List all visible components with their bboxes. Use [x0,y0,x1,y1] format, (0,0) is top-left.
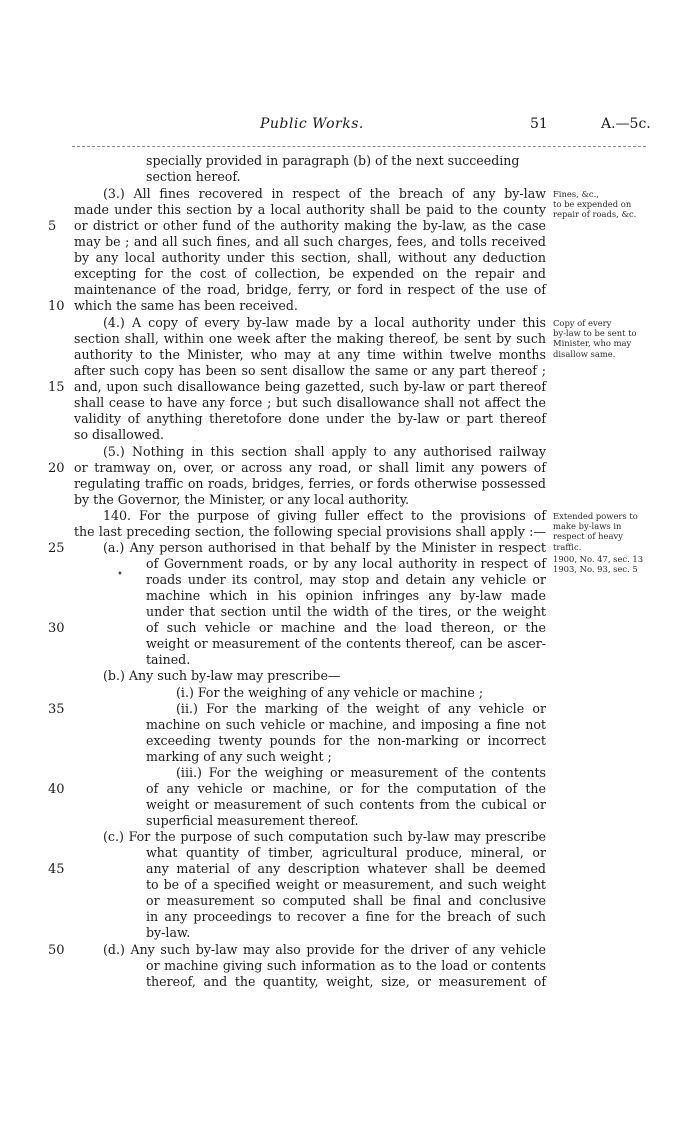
line-number: 40 [48,782,65,797]
text-line: by the Governor, the Minister, or any local authority. [74,492,410,507]
text-line: excepting for the cost of collection, be expended on the repair and [74,266,546,281]
text-line: 140. For the purpose of giving fuller effect to the provisions of [103,508,546,523]
text-line: by any local authority under this section, shall, without any deduction [74,250,546,265]
margin-note-line: repair of roads, &c. [553,209,637,220]
text-line: or machine giving such information as to the load or contents [146,958,546,973]
text-line: weight or measurement of such contents from the cubical or [146,797,546,812]
document-reference: A.—5c. [601,116,651,132]
text-line: (i.) For the weighing of any vehicle or machine ; [176,685,484,700]
text-line: regulating traffic on roads, bridges, ferries, or fords otherwise possessed [74,476,546,491]
text-line: to be of a specified weight or measurement, and such weight [146,877,546,892]
text-line: what quantity of timber, agricultural produce, mineral, or [146,845,546,860]
margin-note-line: Extended powers to [553,511,638,521]
margin-note-line: Copy of every [553,318,612,328]
margin-note-line: to be expended on [553,199,632,210]
page-number: 51 [530,116,548,132]
text-line: of any vehicle or machine, or for the computation of the [146,781,546,796]
text-line: roads under its control, may stop and detain any vehicle or [146,572,546,587]
text-line: any material of any description whatever shall be deemed [146,861,546,876]
text-line: (5.) Nothing in this section shall apply to any authorised railway [103,444,546,459]
text-line: (d.) Any such by-law may also provide for the driver of any vehicle [103,942,546,957]
text-line: may be ; and all such fines, and all such charges, fees, and tolls received [74,234,546,249]
line-number: 30 [48,621,65,636]
text-line: which the same has been received. [74,298,298,313]
text-line: by-law. [146,925,191,940]
margin-note [553,511,653,552]
text-line: exceeding twenty pounds for the non-marking or incorrect [146,733,546,748]
text-line: (a.) Any person authorised in that behalf by the Minister in respect [103,540,546,555]
text-line: after such copy has been so sent disallow the same or any part thereof ; [74,363,546,378]
text-line: machine which in his opinion infringes any by-law made [146,588,546,603]
text-line: (c.) For the purpose of such computation such by-law may prescribe [103,829,546,844]
text-line: authority to the Minister, who may at any time within twelve months [74,347,546,362]
text-line: machine on such vehicle or machine, and imposing a fine not [146,717,546,732]
margin-note-line: disallow same. [553,348,616,359]
text-line: or measurement so computed shall be final and conclusive [146,893,546,908]
line-number: 20 [48,461,65,476]
page-header [0,116,700,136]
text-line: validity of anything theretofore done under the by-law or part thereof [74,411,546,426]
text-line: under that section until the width of the tires, or the weight [146,604,546,619]
text-line: thereof, and the quantity, weight, size, or measurement of [146,974,546,989]
margin-note-line: Fines, &c., [553,189,599,199]
text-line: in any proceedings to recover a fine for the breach of such [146,909,546,924]
text-line: so disallowed. [74,427,165,442]
text-line: (4.) A copy of every by-law made by a local authority under this [103,315,546,330]
text-line: weight or measurement of the contents thereof, can be ascer- [146,636,546,651]
line-number: 25 [48,541,65,556]
text-line: section hereof. [146,169,241,184]
text-line: of Government roads, or by any local authority in respect of [146,556,546,571]
margin-note [553,318,653,359]
margin-note [553,189,653,220]
running-title: Public Works. [260,116,364,132]
margin-note-line: make by-laws in [553,521,622,532]
margin-note-line: traffic. [553,541,582,552]
line-number: 50 [48,943,65,958]
text-line: maintenance of the road, bridge, ferry, or ford in respect of the use of [74,282,546,297]
text-line: (3.) All fines recovered in respect of the breach of any by-law [103,186,546,201]
text-line: or district or other fund of the authority making the by-law, as the case [74,218,546,233]
margin-note-citation [553,554,653,574]
line-number: 15 [48,380,65,395]
text-line: (iii.) For the weighing or measurement of the contents [176,765,546,780]
line-number: 45 [48,862,65,877]
text-line: the last preceding section, the following special provisions shall apply :— [74,524,546,539]
text-line: and, upon such disallowance being gazetted, such by-law or part thereof [74,379,546,394]
text-line: (ii.) For the marking of the weight of any vehicle or [176,701,546,716]
text-line: specially provided in paragraph (b) of the next succeeding [146,153,520,168]
margin-note-line: Minister, who may [553,338,632,349]
text-line: or tramway on, over, or across any road, or shall limit any powers of [74,460,546,475]
text-line: of such vehicle or machine and the load thereon, or the [146,620,546,635]
text-line: marking of any such weight ; [146,749,332,764]
text-line: superficial measurement thereof. [146,813,359,828]
line-number: 5 [48,219,57,234]
printer-mark: • [117,569,123,580]
header-rule [72,146,646,147]
line-number: 35 [48,702,65,717]
margin-note-line: respect of heavy [553,531,623,542]
margin-note-line: by-law to be sent to [553,328,637,339]
margin-note-line: 1903, No. 93, sec. 5 [553,564,638,575]
text-line: tained. [146,652,191,667]
margin-note-line: 1900, No. 47, sec. 13 [553,554,644,564]
text-line: shall cease to have any force ; but such disallowance shall not affect the [74,395,546,410]
text-line: section shall, within one week after the making thereof, be sent by such [74,331,546,346]
text-line: (b.) Any such by-law may prescribe— [103,668,341,683]
text-line: made under this section by a local authority shall be paid to the county [74,202,546,217]
line-number: 10 [48,299,65,314]
